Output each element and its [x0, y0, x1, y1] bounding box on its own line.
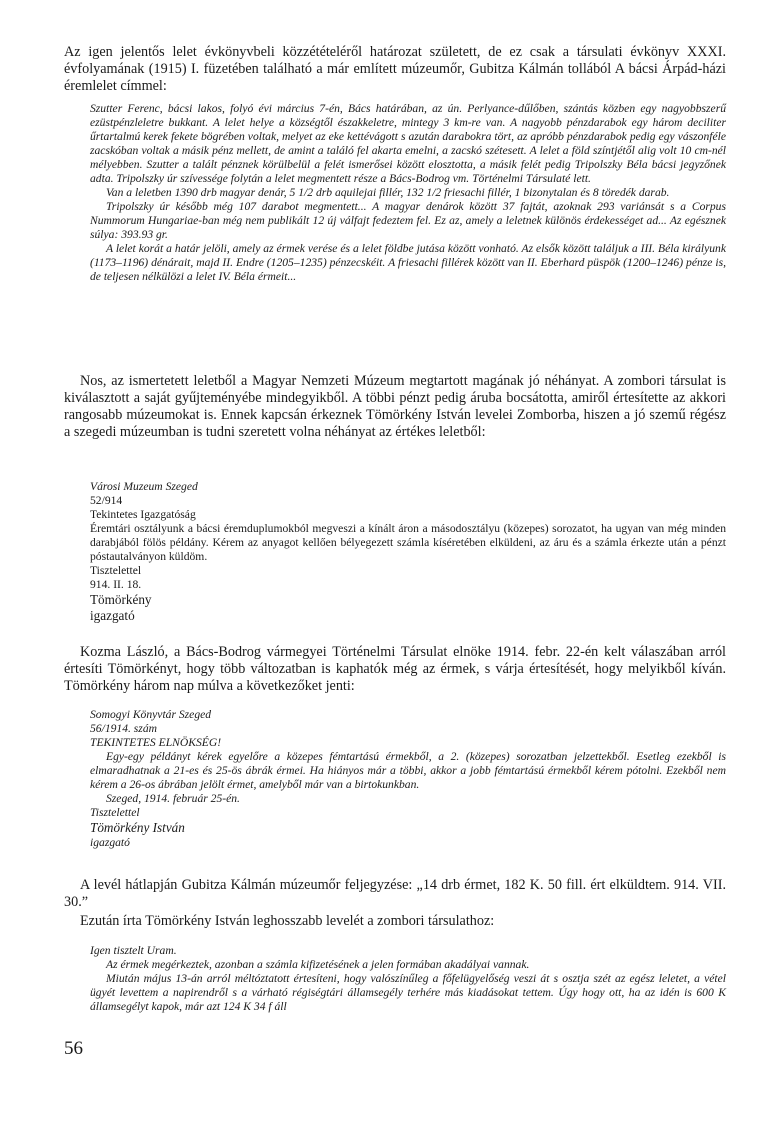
letter-body: Egy-egy példányt kérek egyelőre a közepes fémtartású érmekből, a 2. (közepes) sorozatban jelzettekből. Esetleg ezekből is elmaradhatnak a 21-es és 25-ös ábrák érmei. Ha hiányos már a többi, akkor a jobb fémtartású érmekből kérem pótolni. Ezekből nem kérem a 26-os ábrában jelölt érmet, amelyből már van a birtokunkban. — [90, 750, 726, 791]
letter-title: igazgató — [90, 608, 135, 623]
quote-paragraph: Szutter Ferenc, bácsi lakos, folyó évi március 7-én, Bács határában, az ún. Perlyance-dűlőben, szántás közben egy nagyobbszerű ezüstpénzleletre bukkant. A lelet helye a községtől északkeletre, mintegy 3 km-re van. A nagyobb pénzdarabok egy három deciliter űrtartalmú kerek fekete bögrében voltak, melyet az eke kettévágott s azután darabokra tört, az apróbb pénzdarabok pedig egy vászonféle zacskóban voltak a másik pénz mellett, de amint a találó fel akarta emelni, a zacskó szétesett. A lelet a föld színtjétől alig volt 10 cm-nél mélyebben. Szutter a talált pénznek körülbelül a felét ismerősei között elosztotta, a másik felét pedig Tripolszky Béla bácsi jegyzőnek adta. Tripolszky úr szívessége folytán a lelet megmentett része a Bács-Bodrog vm. Történelmi Társulaté lett. — [90, 102, 726, 185]
letter-salutation: TEKINTETES ELNÖKSÉG! — [90, 736, 222, 749]
letter-paragraph: Az érmek megérkeztek, azonban a számla kifizetésének a jelen formában akadályai vannak. — [106, 958, 530, 971]
letter-title: igazgató — [90, 836, 130, 849]
letter-tomorkeny-long — [90, 944, 726, 1014]
letter-date: Szeged, 1914. február 25-én. — [106, 792, 240, 805]
letter-somogyi — [90, 708, 726, 850]
letter-signature: Tömörkény István — [90, 820, 185, 835]
quote-paragraph: A lelet korát a határ jelöli, amely az érmek verése és a lelet földbe jutása között vonható. Az elsők között találjuk a III. Béla királyunk (1173–1196) dénárait, majd II. Endre (1205–1235) pénzecskéit. A friesachi fillérek között van II. Eberhard püspök (1200–1246) pénze is, de teljesen nélkülözi a lelet IV. Béla érmeit... — [90, 242, 726, 283]
quote-paragraph: Van a leletben 1390 drb magyar denár, 5 1/2 drb aquilejai fillér, 132 1/2 friesachi fillér, 1 bizonytalan és 8 töredék darab. — [106, 186, 670, 199]
letter-salutation: Tekintetes Igazgatóság — [90, 508, 196, 521]
letter-ref: 56/1914. szám — [90, 722, 157, 735]
letter-ref: 52/914 — [90, 494, 123, 507]
letter-body: Éremtári osztályunk a bácsi éremduplumokból megveszi a kínált áron a másodosztályu (közepes) sorozatot, ha ugyan van még minden darabjából fölös példány. Kérem az anyagot kellően bélyegezett számla kíséretében elküldeni, az áru és a számla érkezte után a pénzt póstautalványon küldöm. — [90, 522, 726, 563]
letter-header: Városi Muzeum Szeged — [90, 480, 198, 493]
letter-closing: Tisztelettel — [90, 806, 140, 819]
paragraph-note: A levél hátlapján Gubitza Kálmán múzeumőr feljegyzése: „14 drb érmet, 182 K. 50 fill. ért elküldtem. 914. VII. 30.” — [64, 877, 726, 910]
letter-header: Somogyi Könyvtár Szeged — [90, 708, 212, 721]
paragraph-longest-letter: Ezután írta Tömörkény István leghosszabb levelét a zombori társulathoz: — [80, 913, 495, 929]
quote-paragraph: Tripolszky úr később még 107 darabot megmentett... A magyar denárok között 37 fajtát, azoknak 293 variánsát s a Corpus Nummorum Hungariae-ban még nem publikált 12 új válfajt fedeztem fel. Ez az, amely a leletnek különös érdekességet ad... Az egésznek súlya: 393.93 gr. — [90, 200, 726, 241]
letter-closing: Tisztelettel — [90, 564, 142, 577]
page-number: 56 — [64, 1038, 83, 1059]
letter-paragraph: Miután május 13-án arról méltóztatott értesíteni, hogy valószínűleg a főfelügyelőség veszi át s osztja szét az egész leletet, a vétel ügyét levettem a napirendről s a várható régiségtári államsegély terhére más kiadásokat tettem. Úgy hogy ott, ha az idén is 600 K államsegélyt kapok, már azt 124 K 34 f áll — [90, 972, 726, 1013]
paragraph-museum: Nos, az ismertetett leletből a Magyar Nemzeti Múzeum megtartott magának jó néhányat. A zombori társulat is kiválasztott a saját gyűjteményébe mindegyikből. A többi pénzt pedig áruba bocsátotta, amiről értesítette az akkori rangosabb múzeumokat is. Ennek kapcsán érkeznek Tömörkény István levelei Zomborba, hiszen a jó szemű régész a szegedi múzeumban is tudni szeretett volna néhányat az értékes leletből: — [64, 373, 726, 440]
letter-szeged-museum — [90, 480, 726, 624]
paragraph-kozma: Kozma László, a Bács-Bodrog vármegyei Történelmi Társulat elnöke 1914. febr. 22-én kelt válaszában arról értesíti Tömörkényt, hogy több változatban is kaphatók még az érmek, s várja értesítését, hogy melyikből kíván. Tömörkény három nap múlva a következőket jenti: — [64, 644, 726, 694]
paragraph-intro: Az igen jelentős lelet évkönyvbeli közzétételéről határozat született, de ez csak a társulati évkönyv XXXI. évfolyamának (1915) I. füzetében található a már említett múzeumőr, Gubitza Kálmán tollából A bácsi Árpád-házi éremlelet címmel: — [64, 44, 726, 94]
letter-salutation: Igen tisztelt Uram. — [90, 944, 177, 957]
quote-lelet — [90, 102, 726, 284]
letter-signature: Tömörkény — [90, 592, 152, 607]
letter-date: 914. II. 18. — [90, 578, 142, 591]
